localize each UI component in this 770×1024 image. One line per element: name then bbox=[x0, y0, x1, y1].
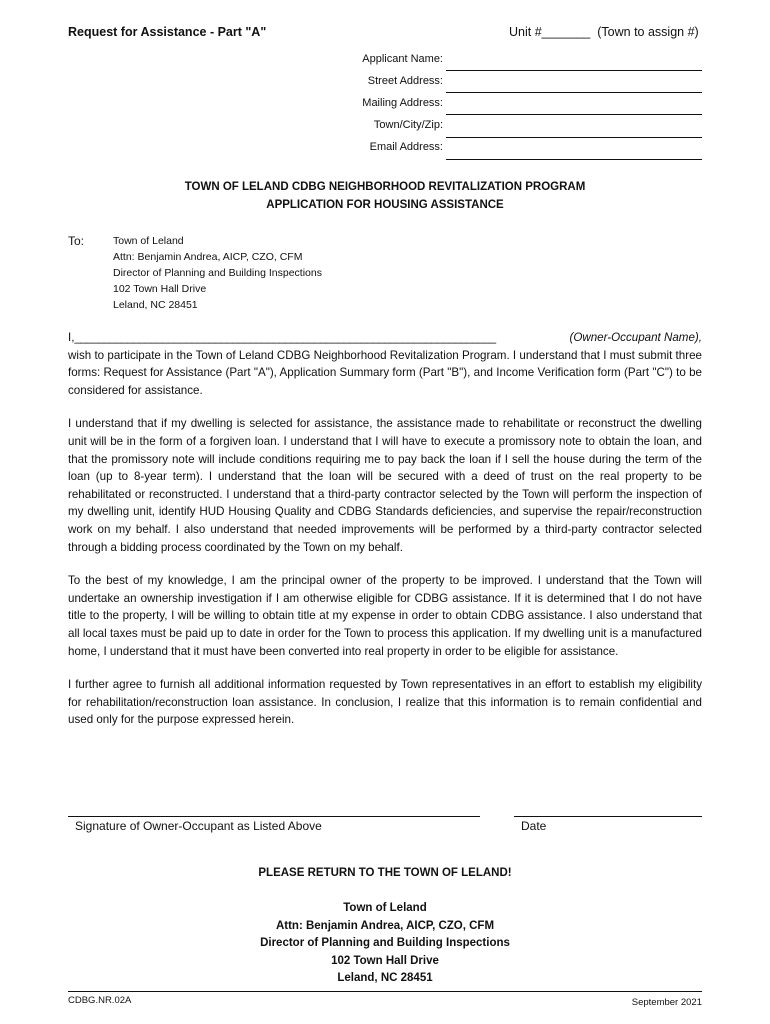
applicant-name-input[interactable] bbox=[446, 70, 702, 71]
email-address-input[interactable] bbox=[446, 159, 702, 160]
form-code: CDBG.NR.02A bbox=[68, 995, 132, 1006]
to-address-line: Leland, NC 28451 bbox=[113, 299, 198, 311]
form-part-title: Request for Assistance - Part "A" bbox=[68, 25, 267, 39]
email-address-label: Email Address: bbox=[369, 141, 443, 153]
return-address-line: Town of Leland bbox=[343, 902, 427, 914]
date-signature-line[interactable] bbox=[514, 816, 702, 817]
return-heading: PLEASE RETURN TO THE TOWN OF LELAND! bbox=[258, 867, 512, 879]
to-address-line: Director of Planning and Building Inspections bbox=[113, 267, 322, 279]
unit-number-field[interactable]: Unit #_______ (Town to assign #) bbox=[509, 25, 699, 39]
to-address-block bbox=[113, 233, 322, 313]
owner-name-caption: (Owner-Occupant Name), bbox=[569, 331, 702, 344]
owner-signature-label: Signature of Owner-Occupant as Listed Above bbox=[75, 819, 322, 833]
owner-signature-line[interactable] bbox=[68, 816, 480, 817]
to-label: To: bbox=[68, 234, 85, 248]
date-label: Date bbox=[521, 819, 547, 833]
owner-name-prefix: I, bbox=[68, 331, 75, 344]
paragraph-loan-terms: I understand that if my dwelling is selected for assistance, the assistance made to rehabilitate or reconstruct the dwelling unit will be in the form of a forgiven loan. I understand that I will have to execute a promissory note to obtain the loan, and that the promissory note will include conditions requiring me to pay back the loan if I sell the house during the term of the loan (up to 8-year term). I understand that the loan will be secured with a deed of trust on the real property to be rehabilitated or reconstructed. I understand that a third-party contractor selected by the Town will perform the inspection of my dwelling unit, identify HUD Housing Quality and CDBG Standards deficiencies, and supervise the repair/reconstruction work on my behalf. I also understand that needed improvements will be performed by a third-party contractor selected through a bidding process coordinated by the Town on my behalf. bbox=[68, 417, 702, 554]
to-address-line: 102 Town Hall Drive bbox=[113, 283, 207, 295]
town-city-zip-label: Town/City/Zip: bbox=[373, 119, 443, 131]
town-city-zip-input[interactable] bbox=[446, 137, 702, 138]
street-address-input[interactable] bbox=[446, 92, 702, 93]
to-address-line: Town of Leland bbox=[113, 235, 184, 247]
owner-name-blank[interactable]: ________________________________________________________________________ bbox=[74, 331, 496, 344]
paragraph-ownership: To the best of my knowledge, I am the principal owner of the property to be improved. I understand that the Town will undertake an ownership investigation if I am otherwise eligible for CDBG assistance. If it is determined that I do not have title to the property, I will be willing to obtain title at my expense in order to obtain CDBG assistance. I also understand that all local taxes must be paid up to date in order for the Town to process this application. If my dwelling unit is a manufactured home, I understand that it must have been converted into real property in order to be eligible for assistance. bbox=[68, 574, 702, 658]
applicant-name-label: Applicant Name: bbox=[362, 53, 443, 65]
to-address-line: Attn: Benjamin Andrea, AICP, CZO, CFM bbox=[113, 251, 303, 263]
return-address-line: Director of Planning and Building Inspections bbox=[260, 937, 510, 950]
program-title: TOWN OF LELAND CDBG NEIGHBORHOOD REVITALIZATION PROGRAM bbox=[184, 181, 586, 193]
footer-divider bbox=[68, 991, 702, 992]
application-title: APPLICATION FOR HOUSING ASSISTANCE bbox=[266, 199, 504, 211]
return-address-line: 102 Town Hall Drive bbox=[331, 954, 439, 967]
street-address-label: Street Address: bbox=[367, 75, 443, 87]
mailing-address-label: Mailing Address: bbox=[362, 97, 443, 109]
return-address-block bbox=[0, 900, 770, 988]
paragraph-intro bbox=[68, 329, 702, 399]
paragraph-intro-text: wish to participate in the Town of Leland CDBG Neighborhood Revitalization Program. I understand that I must submit three forms: Request for Assistance (Part "A"), Application Summary form (Part "B"), and Income Verification form (Part "C") to be considered for assistance. bbox=[68, 348, 702, 397]
return-address-line: Leland, NC 28451 bbox=[337, 972, 433, 985]
return-address-line: Attn: Benjamin Andrea, AICP, CZO, CFM bbox=[275, 919, 495, 932]
form-date: September 2021 bbox=[631, 997, 702, 1008]
mailing-address-input[interactable] bbox=[446, 114, 702, 115]
paragraph-confidentiality: I further agree to furnish all additional information requested by Town representatives in an effort to establish my eligibility for rehabilitation/reconstruction loan assistance. In conclusion, I realize that this information is to remain confidential and used only for the purpose expressed herein. bbox=[68, 678, 702, 727]
body-text bbox=[68, 329, 702, 745]
